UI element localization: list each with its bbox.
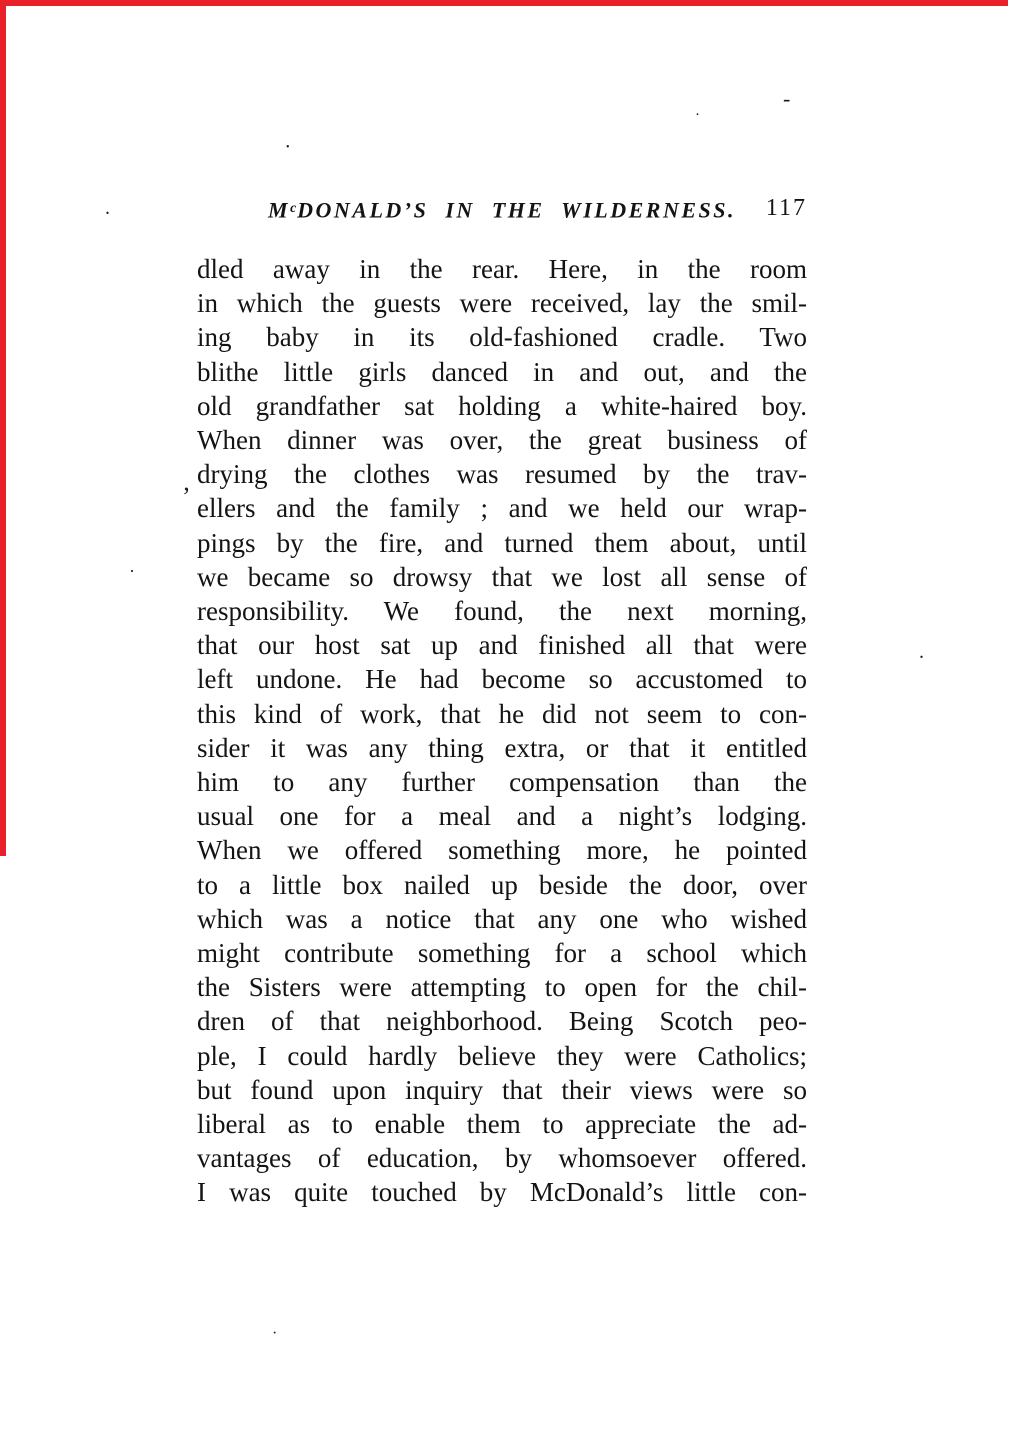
text-line: I was quite touched by McDonald’s little con- bbox=[197, 1177, 807, 1208]
text-line: vantages of education, by whomsoever offered. bbox=[197, 1143, 807, 1174]
text-line: dled away in the rear. Here, in the room bbox=[197, 254, 807, 284]
title-text: DONALD’S IN THE WILDERNESS. bbox=[297, 197, 736, 223]
text-line: liberal as to enable them to appreciate the ad- bbox=[197, 1109, 807, 1140]
text-line: this kind of work, that he did not seem to con- bbox=[197, 698, 807, 729]
text-line: ing baby in its old-fashioned cradle. Two bbox=[197, 322, 807, 353]
body-text bbox=[197, 252, 807, 1210]
text-line: in which the guests were received, lay the smil- bbox=[197, 288, 807, 319]
scan-speck: · bbox=[272, 1325, 278, 1342]
scan-speck: · bbox=[129, 561, 135, 581]
text-line: left undone. He had become so accustomed to bbox=[197, 664, 807, 695]
text-line: dren of that neighborhood. Being Scotch peo- bbox=[197, 1006, 807, 1037]
text-line: we became so drowsy that we lost all sense of bbox=[197, 561, 807, 592]
text-line: When dinner was over, the great business of bbox=[197, 425, 807, 456]
chapter-title bbox=[197, 194, 807, 225]
running-header bbox=[197, 194, 807, 226]
scan-speck: ’ bbox=[182, 482, 191, 511]
text-line: drying the clothes was resumed by the trav- bbox=[197, 459, 807, 490]
scan-speck: • bbox=[286, 142, 290, 153]
text-line: that our host sat up and finished all that were bbox=[197, 630, 807, 661]
text-line: usual one for a meal and a night’s lodging. bbox=[197, 801, 807, 832]
text-line: ellers and the family ; and we held our wrap- bbox=[197, 493, 807, 524]
text-line: responsibility. We found, the next morning, bbox=[197, 596, 807, 627]
text-line: blithe little girls danced in and out, and the bbox=[197, 356, 807, 387]
scan-speck: · bbox=[695, 107, 700, 123]
text-line: him to any further compensation than the bbox=[197, 767, 807, 798]
text-line: might contribute something for a school which bbox=[197, 938, 807, 969]
text-line: ple, I could hardly believe they were Catholics; bbox=[197, 1040, 807, 1071]
scan-speck: - bbox=[783, 86, 791, 111]
text-line: pings by the fire, and turned them about, until bbox=[197, 527, 807, 558]
text-line: but found upon inquiry that their views were so bbox=[197, 1074, 807, 1105]
title-initial: M bbox=[268, 197, 291, 223]
page-number: 117 bbox=[765, 195, 807, 221]
scan-edge-left-line bbox=[0, 0, 6, 856]
text-line: old grandfather sat holding a white-haired boy. bbox=[197, 390, 807, 421]
text-line: sider it was any thing extra, or that it entitled bbox=[197, 732, 807, 763]
scan-speck: . bbox=[919, 641, 924, 663]
scan-edge-top-line bbox=[0, 0, 1008, 6]
text-line: When we offered something more, he pointed bbox=[197, 835, 807, 866]
text-line: to a little box nailed up beside the door, over bbox=[197, 869, 807, 900]
scan-speck: . bbox=[105, 197, 110, 219]
title-superscript-c: c bbox=[290, 200, 298, 215]
text-line: which was a notice that any one who wished bbox=[197, 903, 807, 934]
text-line: the Sisters were attempting to open for the chil- bbox=[197, 972, 807, 1003]
